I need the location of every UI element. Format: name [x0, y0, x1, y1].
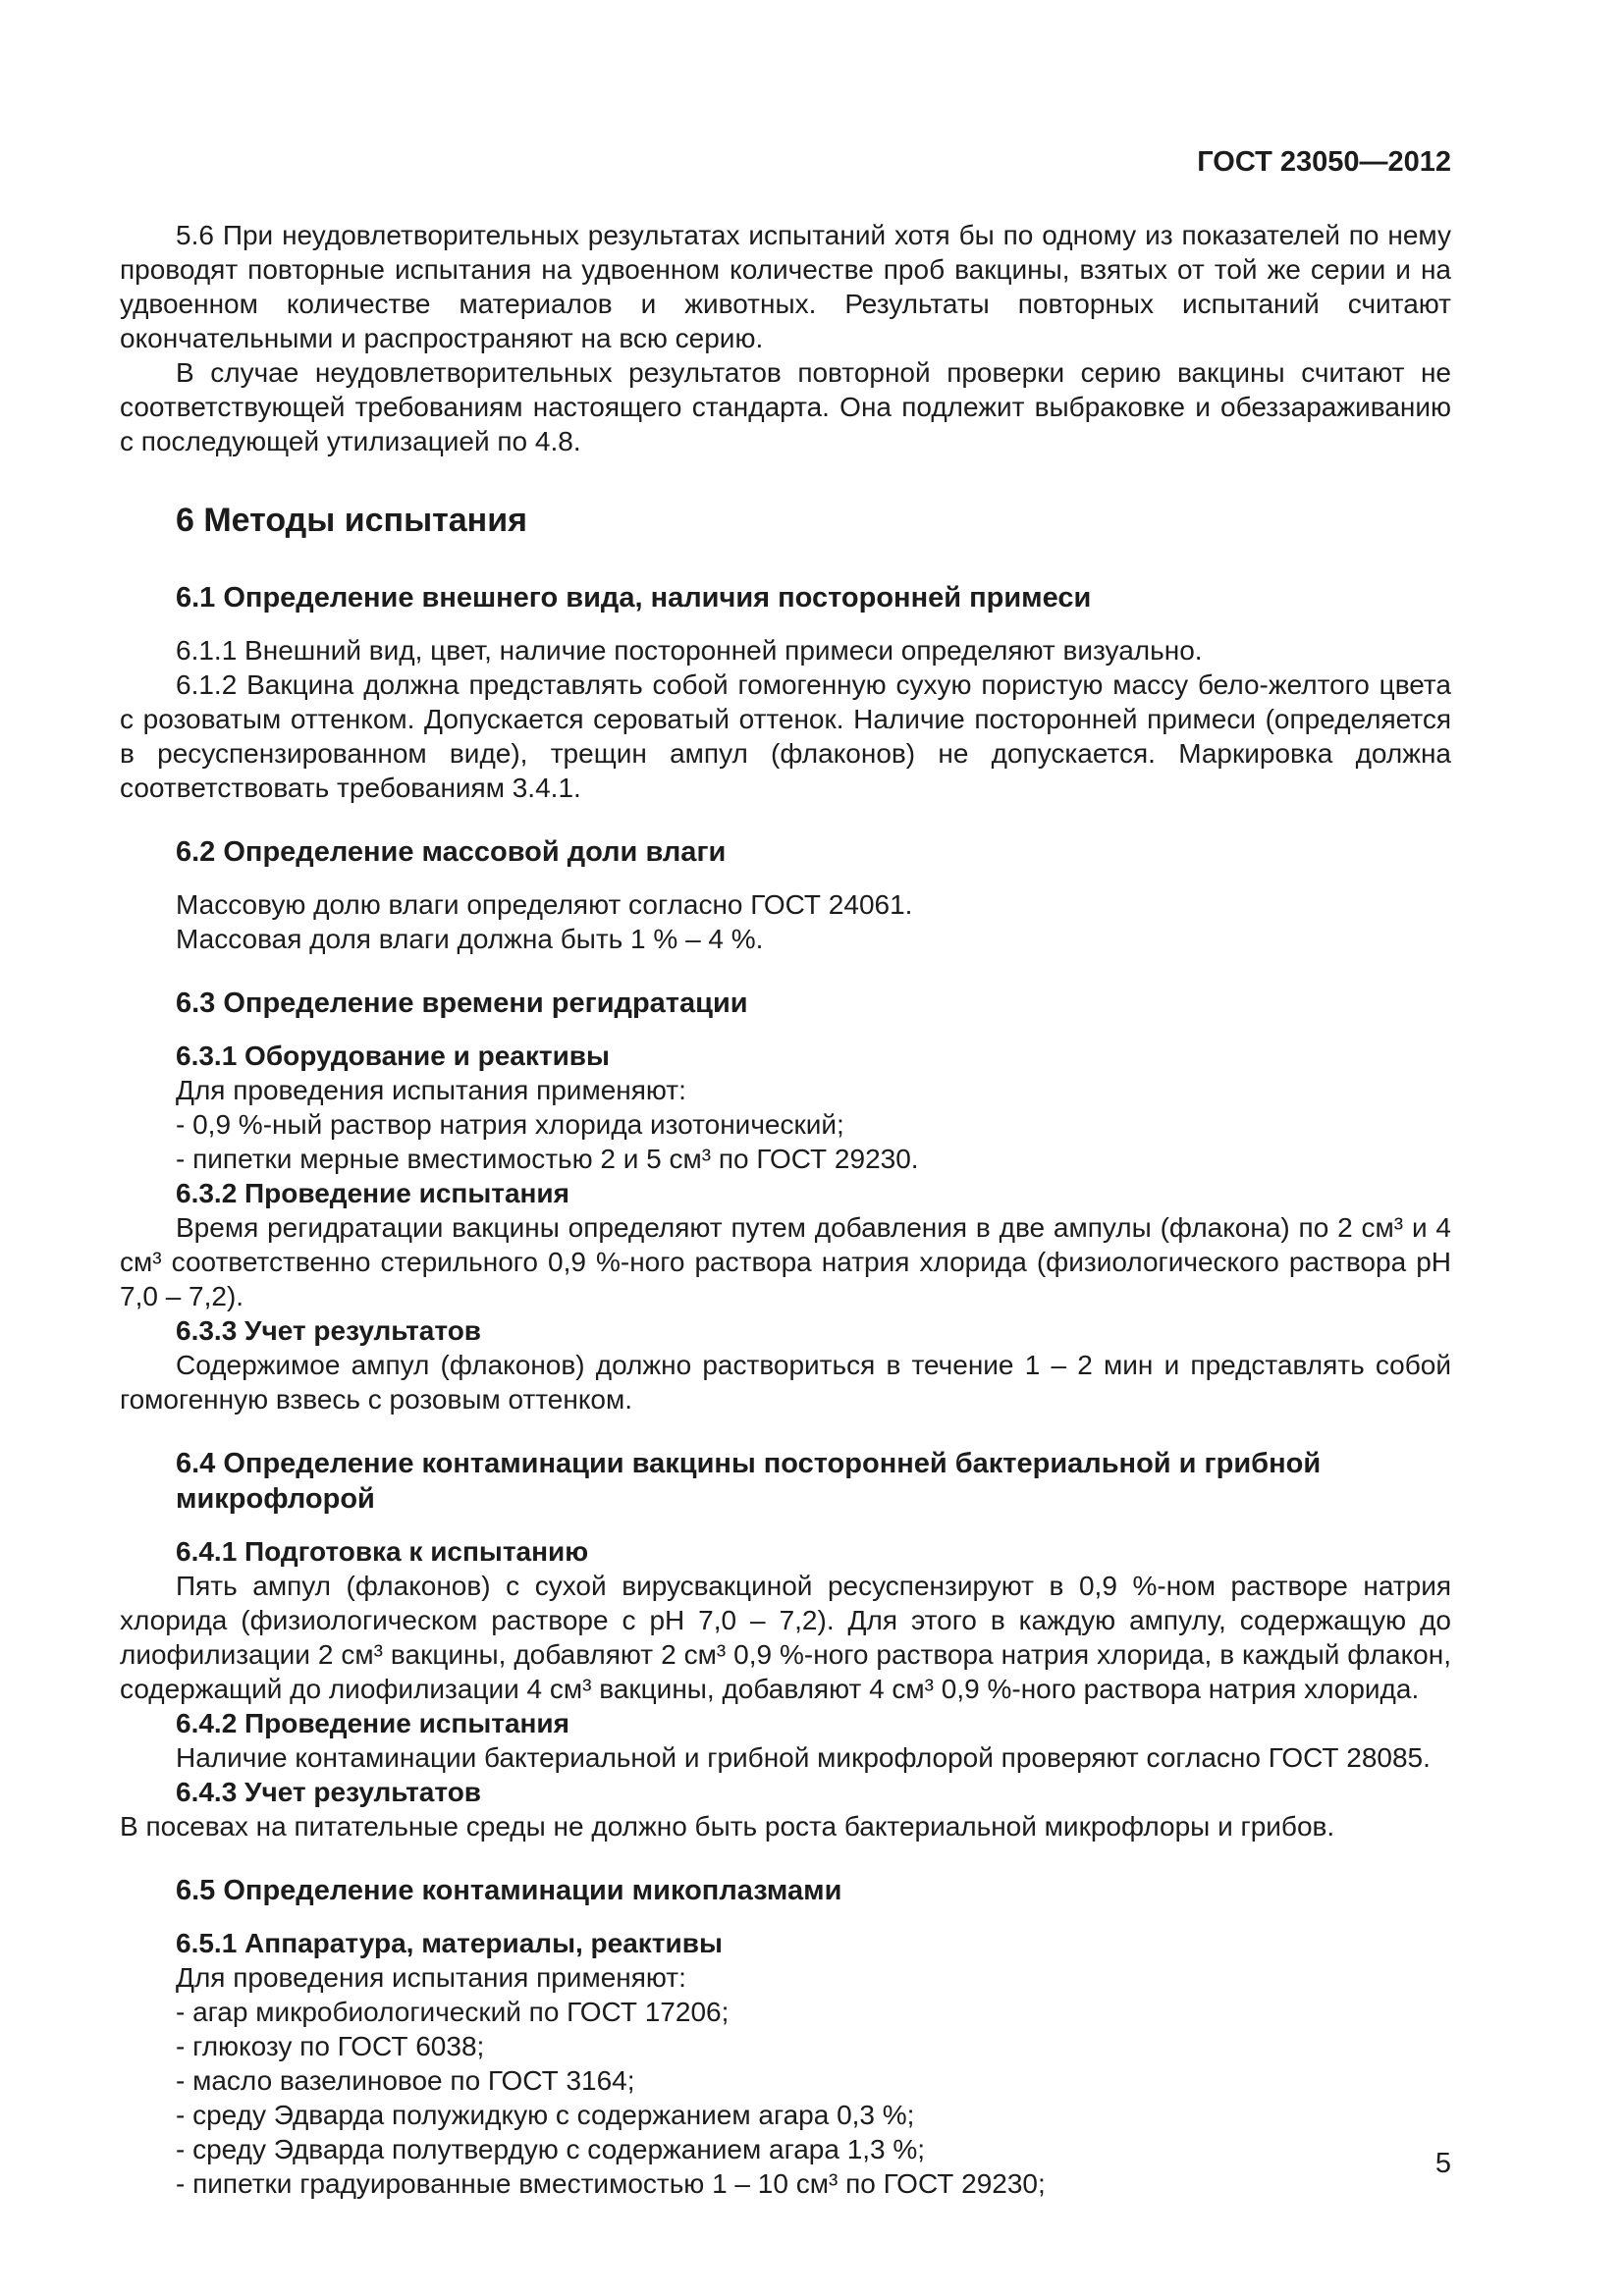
section-6-4-2-paragraph: Наличие контаминации бактериальной и грибной микрофлорой проверяют согласно ГОСТ 28085.: [176, 1742, 1431, 1773]
section-6-5-title: 6.5 Определение контаминации микоплазмами: [176, 1875, 842, 1906]
list-item: - пипетки градуированные вместимостью 1 – 10 см³ по ГОСТ 29230;: [176, 2168, 1046, 2199]
section-6-1-title: 6.1 Определение внешнего вида, наличия посторонней примеси: [176, 582, 1092, 614]
clause-5-6-paragraph-2: В случае неудовлетворительных результатов повторной проверки серию вакцины считают не соответствующей требованиям настоящего стандарта. Она подлежит выбраковке и обеззараживанию с последующей утилизацией по 4.8.: [120, 357, 1451, 456]
list-item: - агар микробиологический по ГОСТ 17206;: [176, 1997, 730, 2027]
clause-5-6-paragraph-1: 5.6 При неудовлетворительных результатах испытаний хотя бы по одному из показателей по нему проводят повторные испытания на удвоенном количестве проб вакцины, взятых от той же серии и на удвоенном количестве материалов и животных. Результаты повторных испытаний считают окончательными и распространяют на всю серию.: [120, 220, 1451, 353]
list-item: - среду Эдварда полужидкую с содержанием агара 0,3 %;: [176, 2100, 915, 2130]
section-6-2-paragraph-1: Массовую долю влаги определяют согласно ГОСТ 24061.: [176, 889, 913, 920]
section-6-3-title: 6.3 Определение времени регидратации: [176, 988, 748, 1019]
doc-code: ГОСТ 23050—2012: [1197, 146, 1451, 178]
list-item: - глюкозу по ГОСТ 6038;: [176, 2031, 485, 2061]
section-6-3-3-title: 6.3.3 Учет результатов: [176, 1315, 482, 1346]
page-number: 5: [1434, 2148, 1451, 2179]
section-6-title: 6 Методы испытания: [176, 502, 527, 539]
list-item: - среду Эдварда полутвердую с содержанием агара 1,3 %;: [176, 2134, 926, 2164]
clause-6-1-2-paragraph: 6.1.2 Вакцина должна представлять собой гомогенную сухую пористую массу бело-желтого цвета с розоватым оттенком. Допускается сероватый оттенок. Наличие посторонней примеси (определяется в ресуспензированном виде), трещин ампул (флаконов) не допускается. Маркировка должна соответствовать требованиям 3.4.1.: [120, 669, 1451, 803]
section-6-3-1-paragraph: Для проведения испытания применяют:: [176, 1075, 686, 1105]
section-6-3-2-paragraph: Время регидратации вакцины определяют путем добавления в две ампулы (флакона) по 2 см³ и 4 см³ соответственно стерильного 0,9 %-ного раствора натрия хлорида (физиологического раствора рН 7,0 – 7,2).: [120, 1212, 1451, 1311]
section-6-3-2-title: 6.3.2 Проведение испытания: [176, 1178, 569, 1208]
document-page: [120, 145, 1451, 2201]
section-6-5-1-title: 6.5.1 Аппаратура, материалы, реактивы: [176, 1928, 723, 1958]
section-6-4-1-paragraph: Пять ампул (флаконов) с сухой вирусвакциной ресуспензируют в 0,9 %-ном растворе натрия хлорида (физиологическом растворе с рН 7,0 – 7,2). Для этого в каждую ампулу, содержащую до лиофилизации 2 см³ вакцины, добавляют 2 см³ 0,9 %-ного раствора натрия хлорида, в каждый флакон, содержащий до лиофилизации 4 см³ вакцины, добавляют 4 см³ 0,9 %-ного раствора натрия хлорида.: [120, 1571, 1451, 1704]
section-6-4-3-paragraph: В посевах на питательные среды не должно быть роста бактериальной микрофлоры и грибов.: [120, 1811, 1335, 1842]
list-item: - 0,9 %-ный раствор натрия хлорида изотонический;: [176, 1109, 844, 1140]
section-6-5-1-paragraph: Для проведения испытания применяют:: [176, 1962, 686, 1993]
section-6-4-1-title: 6.4.1 Подготовка к испытанию: [176, 1536, 589, 1567]
clause-6-1-1-paragraph: 6.1.1 Внешний вид, цвет, наличие посторонней примеси определяют визуально.: [176, 635, 1203, 666]
list-item: - масло вазелиновое по ГОСТ 3164;: [176, 2065, 635, 2096]
section-6-3-1-title: 6.3.1 Оборудование и реактивы: [176, 1041, 610, 1071]
section-6-4-2-title: 6.4.2 Проведение испытания: [176, 1708, 569, 1738]
section-6-2-title: 6.2 Определение массовой доли влаги: [176, 836, 727, 868]
list-item: - пипетки мерные вместимостью 2 и 5 см³ по ГОСТ 29230.: [176, 1144, 919, 1174]
section-6-2-paragraph-2: Массовая доля влаги должна быть 1 % – 4 %.: [176, 924, 764, 954]
section-6-4-3-title: 6.4.3 Учет результатов: [176, 1777, 482, 1807]
section-6-4-title: 6.4 Определение контаминации вакцины посторонней бактериальной и грибной микрофлорой: [176, 1448, 1322, 1515]
section-6-3-3-paragraph: Содержимое ампул (флаконов) должно раствориться в течение 1 – 2 мин и представлять собой гомогенную взвесь с розовым оттенком.: [120, 1350, 1451, 1415]
